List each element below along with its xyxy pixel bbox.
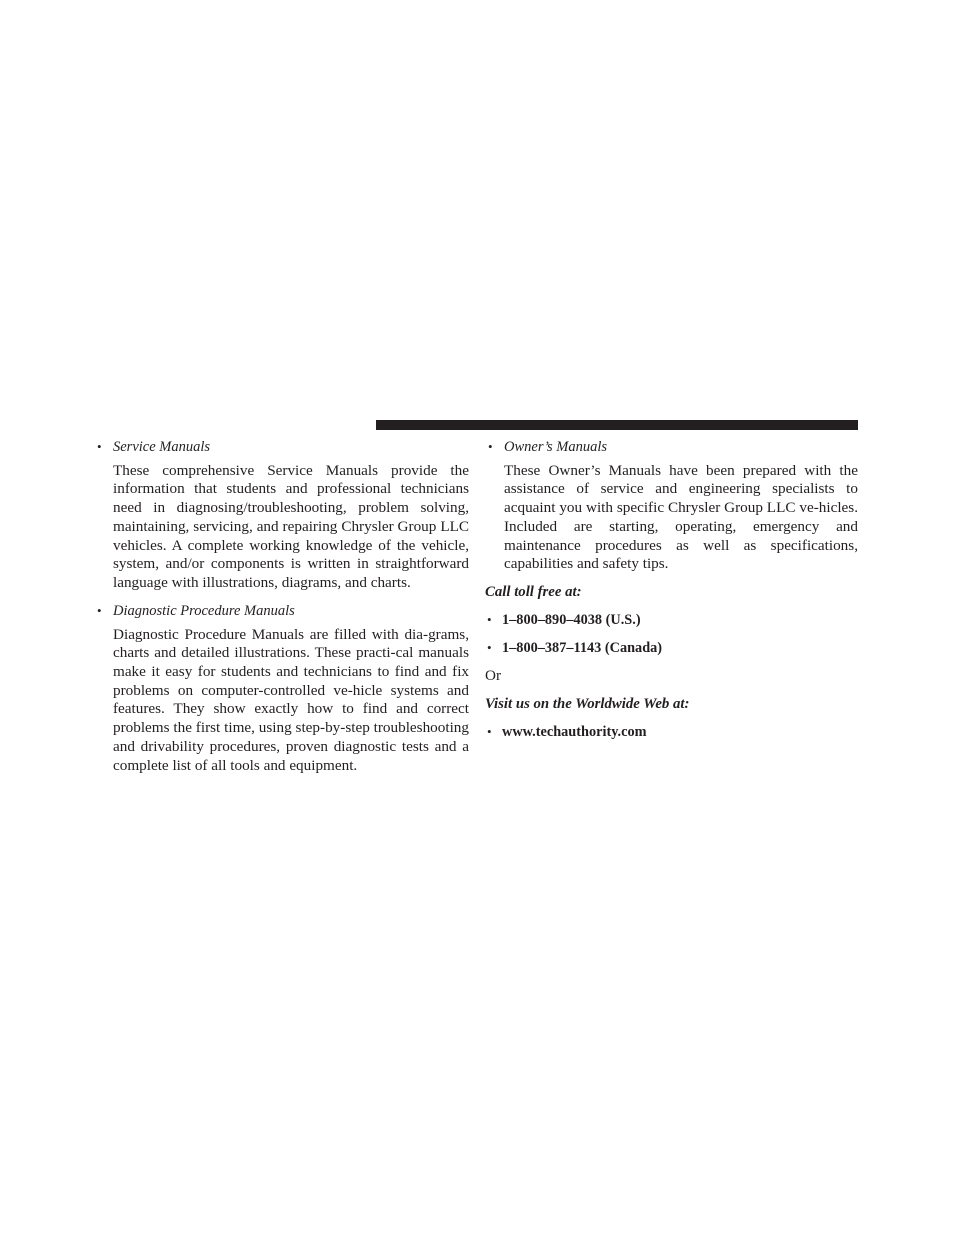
phone-canada-number: 1–800–387–1143 (Canada) bbox=[502, 640, 663, 657]
or-text: Or bbox=[485, 667, 502, 685]
text-line: to find and fix problems on computer-controlled ve- bbox=[113, 663, 470, 699]
text-line: vehicle, system, and/or components is written in bbox=[113, 536, 470, 573]
text-line: capabilities and safety tips. bbox=[504, 555, 669, 573]
bullet-icon: • bbox=[488, 439, 493, 454]
right-column bbox=[485, 438, 858, 742]
text-line: hicles. Included are starting, operating, emergency bbox=[504, 499, 858, 535]
text-line: These Owner’s Manuals have been prepared with the bbox=[504, 461, 858, 479]
text-line: hicle systems and features. They show exactly how to bbox=[113, 681, 469, 718]
call-toll-free-label: Call toll free at: bbox=[485, 584, 582, 601]
phone-us-number: 1–800–890–4038 (U.S.) bbox=[502, 612, 641, 629]
section-header-bar bbox=[376, 420, 858, 430]
text-line: assistance of service and engineering specialists to bbox=[504, 480, 858, 498]
text-line: maintaining, servicing, and repairing Chrysler Group bbox=[113, 517, 437, 535]
bullet-icon: • bbox=[97, 439, 102, 454]
left-column bbox=[94, 438, 469, 775]
service-manuals-heading bbox=[94, 438, 469, 457]
text-line: find and correct problems the first time, using step-by- bbox=[113, 700, 470, 737]
service-manuals-title: Service Manuals bbox=[113, 439, 211, 455]
text-line: acquaint you with specific Chrysler Group LLC ve- bbox=[504, 499, 819, 517]
website-link[interactable]: www.techauthority.com bbox=[502, 724, 647, 741]
bullet-icon: • bbox=[97, 602, 102, 618]
text-line: straightforward language with illustrations, diagrams, bbox=[113, 555, 470, 591]
diagnostic-manuals-description bbox=[113, 626, 469, 776]
bullet-icon: • bbox=[487, 640, 492, 656]
owners-manuals-title: Owner’s Manuals bbox=[504, 439, 607, 455]
web-label: Visit us on the Worldwide Web at: bbox=[485, 696, 690, 713]
text-line: grams, charts and detailed illustrations. These practi- bbox=[113, 625, 469, 662]
bullet-icon: • bbox=[487, 612, 492, 628]
service-manuals-description bbox=[113, 462, 469, 593]
text-line: proven diagnostic tests and a complete list of all tools bbox=[113, 737, 469, 774]
text-line: step troubleshooting and drivability procedures, bbox=[113, 719, 469, 755]
text-line: and maintenance procedures as well as specifications, bbox=[504, 517, 858, 554]
owners-manuals-description bbox=[504, 462, 858, 574]
text-line: Diagnostic Procedure Manuals are filled with dia- bbox=[113, 625, 429, 643]
owners-manuals-heading bbox=[485, 438, 858, 457]
phone-us bbox=[485, 611, 858, 630]
bullet-icon: • bbox=[487, 724, 492, 740]
phone-canada bbox=[485, 639, 858, 658]
text-line: need in diagnosing/troubleshooting, problem solving, bbox=[113, 499, 469, 517]
diagnostic-manuals-heading bbox=[94, 602, 469, 621]
text-line: These comprehensive Service Manuals provide the bbox=[113, 461, 469, 479]
text-line: cal manuals make it easy for students and technicians bbox=[113, 644, 469, 680]
text-line: LLC vehicles. A complete working knowledge of the bbox=[113, 517, 470, 554]
text-line: and equipment. bbox=[263, 756, 358, 774]
diagnostic-manuals-title: Diagnostic Procedure Manuals bbox=[113, 602, 295, 619]
text-line: information that students and professional technicians bbox=[113, 480, 469, 498]
website bbox=[485, 723, 858, 742]
text-line: and charts. bbox=[345, 573, 411, 591]
